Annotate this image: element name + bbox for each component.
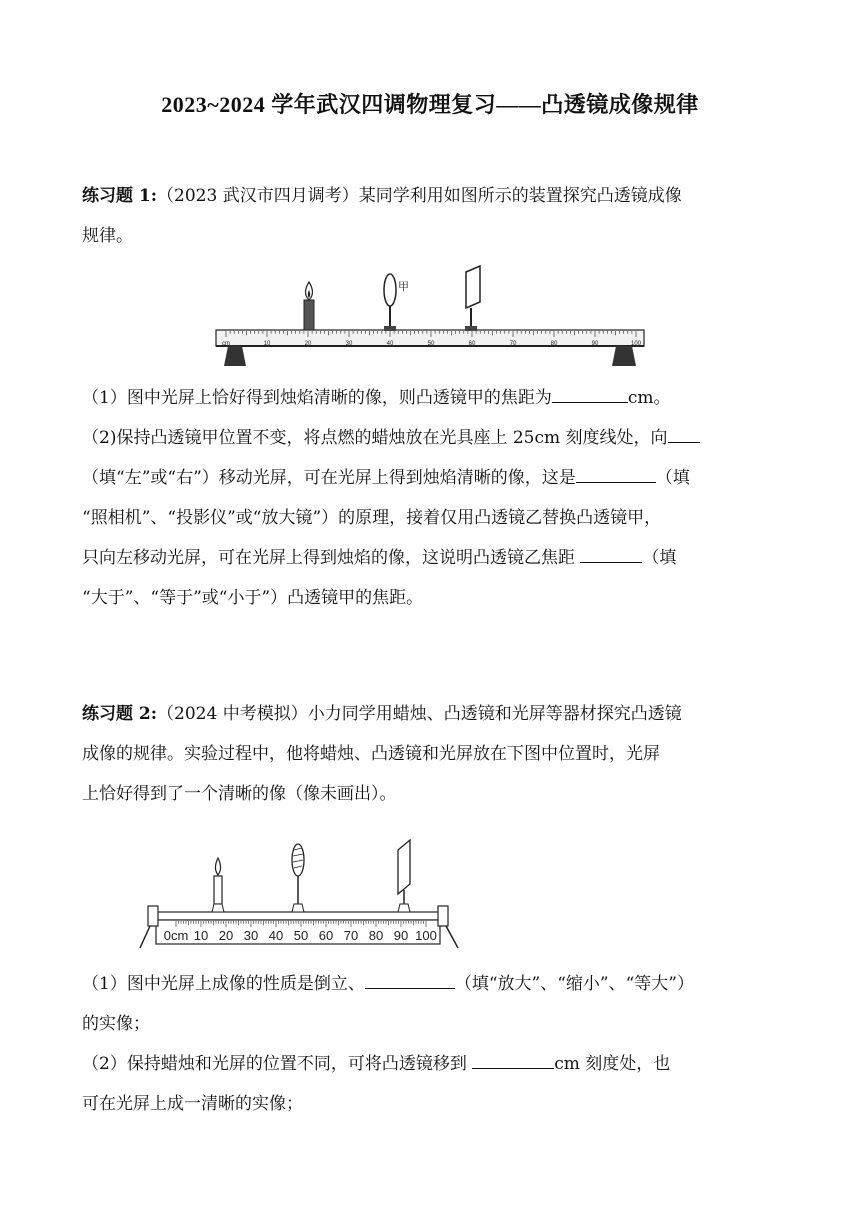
scale-tick-label: 90 (591, 341, 599, 347)
scale-tick-label: 100 (630, 341, 642, 347)
q1-part-2-text: （2)保持凸透镜甲位置不变，将点燃的蜡烛放在光具座上 25cm 刻度线处，向 (82, 428, 668, 448)
q1-intro-line-2: 规律。 (82, 226, 133, 246)
scale-tick-label: cm (222, 341, 230, 347)
q1-part-2-text: （填“左”或“右”）移动光屏，可在光屏上得到烛焰清晰的像，这是 (82, 468, 576, 488)
scale-tick-label: 100 (415, 928, 437, 943)
q1-part-2-line-2 (82, 458, 782, 498)
answer-blank[interactable] (472, 1048, 554, 1069)
q1-part-2-line-3: “照相机”、“投影仪”或“放大镜”）的原理，接着仅用凸透镜乙替换凸透镜甲， (82, 508, 662, 528)
scale-tick-label: 80 (550, 341, 558, 347)
q2-part-2-text: （2）保持蜡烛和光屏的位置不同，可将凸透镜移到 (82, 1054, 467, 1074)
answer-blank[interactable] (668, 422, 700, 443)
scale-tick-label: 30 (345, 341, 353, 347)
q2-part-1-text: （1）图中光屏上成像的性质是倒立、 (82, 974, 365, 994)
lens-label-jia: 甲 (398, 281, 409, 293)
q1-part-1-text: （1）图中光屏上恰好得到烛焰清晰的像，则凸透镜甲的焦距为 (82, 388, 552, 408)
q2-part-2-line-1 (82, 1044, 782, 1084)
scale-tick-label: 40 (386, 341, 394, 347)
scale-tick-label: 0cm (163, 928, 189, 943)
page-title: 2023~2024 学年武汉四调物理复习——凸透镜成像规律 (161, 92, 699, 117)
scale-tick-label: 30 (243, 928, 259, 943)
scale-tick-label: 60 (468, 341, 476, 347)
candle-icon (212, 858, 224, 912)
q1-part-2-line-1 (82, 418, 782, 458)
q2-part-1-line-1 (82, 964, 782, 1004)
q2-part-1-line-2: 的实像； (82, 1014, 150, 1034)
q1-part-1-unit: cm。 (627, 388, 671, 408)
bench-rail (156, 912, 440, 920)
q2-label: 练习题 2: (82, 704, 158, 724)
q1-parts (82, 378, 782, 618)
q1-intro-text: （2023 武汉市四月调考）某同学利用如图所示的装置探究凸透镜成像 (157, 186, 682, 206)
q2-intro-line-2: 成像的规律。实验过程中，他将蜡烛、凸透镜和光屏放在下图中位置时，光屏 (82, 744, 660, 764)
convex-lens-icon (384, 274, 396, 331)
q1-part-1 (82, 378, 782, 418)
q2-intro-text: （2024 中考模拟）小力同学用蜡烛、凸透镜和光屏等器材探究凸透镜 (157, 704, 682, 724)
q2-part-2-line-2: 可在光屏上成一清晰的实像； (82, 1094, 303, 1114)
q1-label: 练习题 1: (82, 186, 158, 206)
q1-part-2-text: 只向左移动光屏，可在光屏上得到烛焰的像，这说明凸透镜乙焦距 (82, 548, 575, 568)
answer-blank[interactable] (365, 968, 455, 989)
scale-tick-label: 20 (218, 928, 234, 943)
answer-blank[interactable] (576, 462, 656, 483)
bench-left-leg (224, 346, 246, 366)
scale-tick-label: 40 (268, 928, 284, 943)
light-screen-icon (398, 840, 410, 912)
answer-blank[interactable] (580, 542, 642, 563)
q2-optical-bench-figure (136, 836, 464, 952)
light-screen-icon (465, 266, 480, 331)
bench-left-leg (140, 926, 150, 948)
q1-part-2-text: （填 (655, 468, 690, 488)
candle-icon (304, 282, 314, 330)
q2-parts (82, 964, 782, 1124)
q2-intro (82, 694, 782, 814)
scale-tick-label: 50 (427, 341, 435, 347)
scale-tick-label: 20 (304, 341, 312, 347)
q2-intro-line-3: 上恰好得到了一个清晰的像（像未画出）。 (82, 784, 397, 804)
convex-lens-icon (292, 844, 304, 912)
scale-tick-label: 80 (368, 928, 384, 943)
q2-part-1-text: （填“放大”、“缩小”、“等大”） (454, 974, 694, 994)
q1-part-2-line-5: “大于”、“等于”或“小于”）凸透镜甲的焦距。 (82, 588, 424, 608)
scale-tick-label: 70 (509, 341, 517, 347)
q1-part-2-text: （填 (642, 548, 677, 568)
bench-right-leg (446, 926, 458, 948)
scale-tick-label: 60 (318, 928, 334, 943)
scale-tick-label: 70 (343, 928, 359, 943)
scale-tick-label: 10 (193, 928, 209, 943)
scale-tick-label: 10 (263, 341, 271, 347)
q1-intro (82, 176, 782, 256)
q2-intro-line-1 (82, 694, 782, 734)
scale-tick-label: 50 (293, 928, 309, 943)
answer-blank[interactable] (552, 382, 628, 403)
scale-tick-label: 90 (393, 928, 409, 943)
bench-right-leg (612, 346, 636, 366)
q1-optical-bench-figure (212, 262, 648, 374)
q2-part-2-text: cm 刻度处，也 (554, 1054, 671, 1074)
q1-intro-line-1 (82, 176, 782, 216)
q1-part-2-line-4 (82, 538, 782, 578)
